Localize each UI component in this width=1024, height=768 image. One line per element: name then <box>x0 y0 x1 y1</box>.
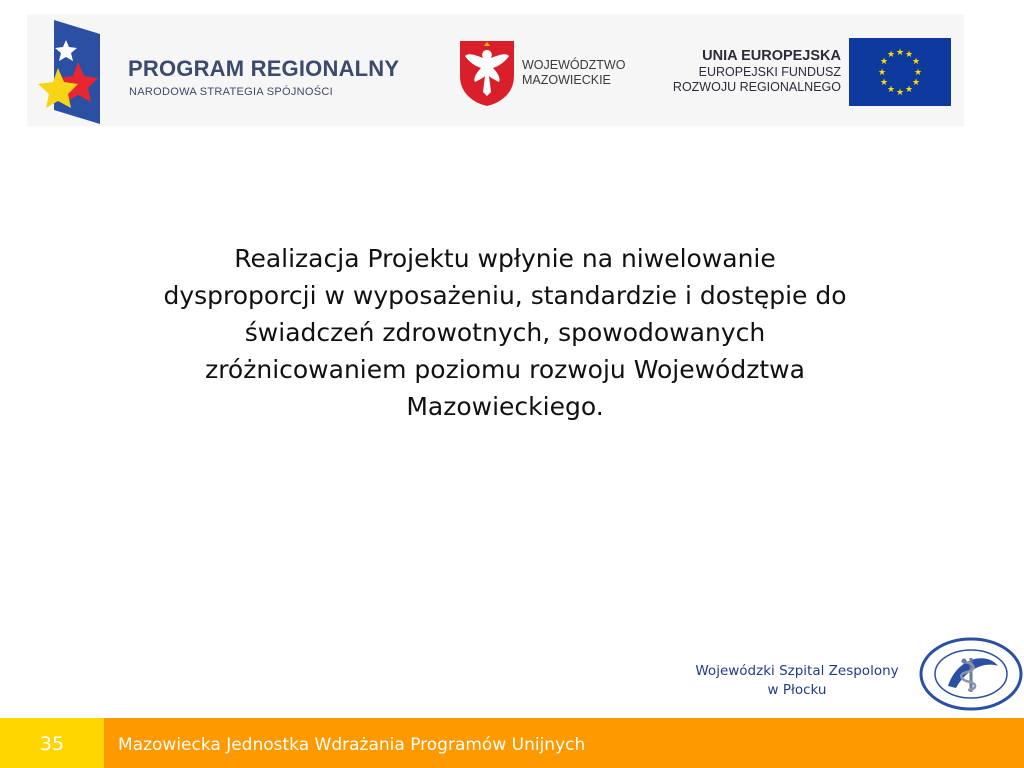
footer-organization: Mazowiecka Jednostka Wdrażania Programów Unijnych <box>118 735 586 755</box>
eu-line1: EUROPEJSKI FUNDUSZ <box>698 65 841 79</box>
eu-title: UNIA EUROPEJSKA <box>702 48 841 64</box>
program-regionalny-logo-icon <box>38 20 104 124</box>
voivodeship-line2: MAZOWIECKIE <box>522 73 611 87</box>
hospital-logo-icon <box>918 636 1024 712</box>
hospital-name <box>662 662 932 700</box>
eu-flag-icon <box>849 38 951 106</box>
hospital-name-line1: Wojewódzki Szpital Zespolony <box>695 663 899 679</box>
svg-text:★: ★ <box>895 48 905 58</box>
svg-text:★: ★ <box>904 85 914 95</box>
svg-text:★: ★ <box>913 68 923 78</box>
svg-text:★: ★ <box>879 78 889 88</box>
svg-text:★: ★ <box>895 88 905 98</box>
program-subtitle: NARODOWA STRATEGIA SPÓJNOŚCI <box>129 86 333 98</box>
svg-text:★: ★ <box>911 57 921 67</box>
eu-label <box>673 47 841 95</box>
eu-line2: ROZWOJU REGIONALNEGO <box>672 80 841 94</box>
footer-bar <box>104 718 1024 768</box>
mazovia-crest-icon <box>457 38 517 108</box>
main-paragraph: Realizacja Projektu wpłynie na niwelowanie dysproporcji w wyposażeniu, standardzie i dostępie do świadczeń zdrowotnych, spowodowanych zróżnicowaniem poziomu rozwoju Województwa Mazowieckiego. <box>163 244 847 421</box>
svg-text:★: ★ <box>877 68 887 78</box>
svg-text:★: ★ <box>911 78 921 88</box>
voivodeship-line1: WOJEWÓDZTWO <box>522 58 626 72</box>
voivodeship-label <box>522 58 625 88</box>
svg-text:★: ★ <box>886 85 896 95</box>
hospital-name-line2: w Płocku <box>767 682 827 698</box>
svg-text:★: ★ <box>886 50 896 60</box>
slide-number: 35 <box>0 718 104 768</box>
svg-text:★: ★ <box>904 50 914 60</box>
svg-text:★: ★ <box>879 57 889 67</box>
program-title: PROGRAM REGIONALNY <box>128 56 400 81</box>
